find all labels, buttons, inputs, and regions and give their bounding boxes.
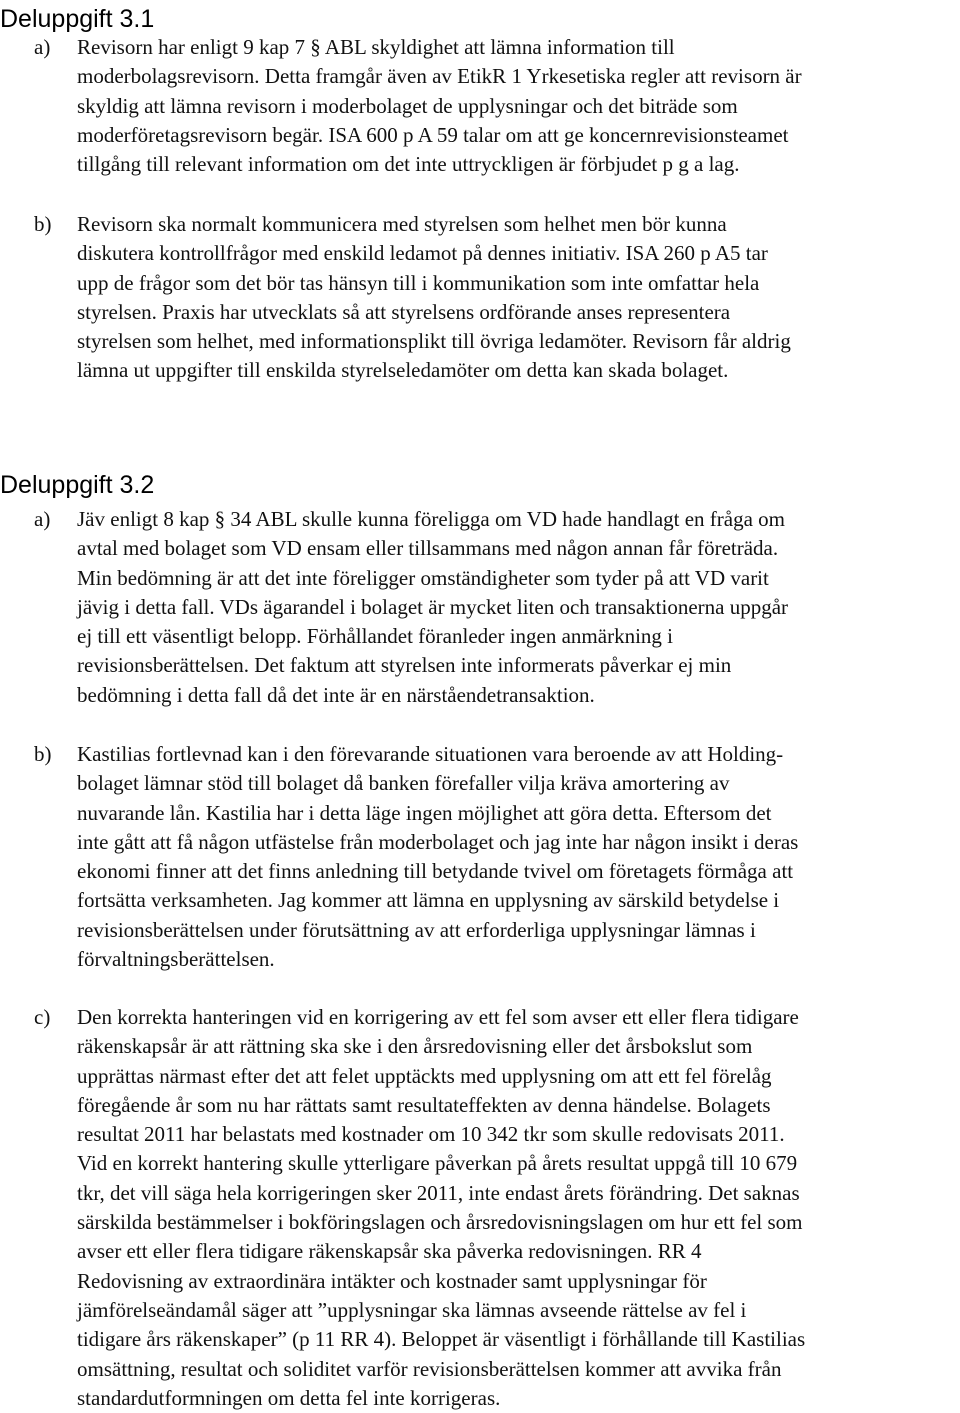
text-line: Vid en korrekt hantering skulle ytterligare påverkan på årets resultat uppgå till 10 679 bbox=[77, 1151, 798, 1176]
answer-3-2-a bbox=[0, 505, 960, 710]
text-line: tkr, det vill säga hela korrigeringen sker 2011, inte endast årets förändring. Det saknas bbox=[77, 1180, 800, 1205]
text-line: bedömning i detta fall då det inte är en närståendetransaktion. bbox=[77, 682, 595, 707]
answer-text bbox=[77, 505, 960, 710]
text-line: Kastilias fortlevnad kan i den förevarande situationen vara beroende av att Holding- bbox=[77, 742, 784, 766]
answer-text bbox=[77, 740, 960, 974]
text-line: avtal med bolaget som VD ensam eller tillsammans med någon annan får företräda. bbox=[77, 536, 779, 561]
text-line: Redovisning av extraordinära intäkter och kostnader samt upplysningar för bbox=[77, 1268, 707, 1293]
text-line: styrelsen. Praxis har utvecklats så att styrelsens ordförande anses representera bbox=[77, 299, 731, 324]
text-line: bolaget lämnar stöd till bolaget då banken förefaller vilja kräva amortering av bbox=[77, 771, 730, 796]
text-line: Jäv enligt 8 kap § 34 ABL skulle kunna föreligga om VD hade handlagt en fråga om bbox=[77, 507, 786, 531]
text-line: särskilda bestämmelser i bokföringslagen och årsredovisningslagen om hur ett fel som bbox=[77, 1210, 803, 1235]
text-line: Revisorn har enligt 9 kap 7 § ABL skyldighet att lämna information till bbox=[77, 35, 675, 59]
text-line: moderbolagsrevisorn. Detta framgår även av EtikR 1 Yrkesetiska regler att revisorn är bbox=[77, 64, 802, 89]
text-line: föregående år som nu har rättats samt resultateffekten av denna händelse. Bolagets bbox=[77, 1092, 771, 1117]
item-marker: a) bbox=[34, 507, 51, 531]
text-line: moderföretagsrevisorn begär. ISA 600 p A 59 talar om att ge koncernrevisionsteamet bbox=[77, 122, 789, 147]
text-line: skyldig att lämna revisorn i moderbolaget de upplysningar och det biträde som bbox=[77, 93, 738, 118]
text-line: revisionsberättelsen under förutsättning av att erforderliga upplysningar lämnas i bbox=[77, 917, 756, 942]
text-line: avser ett eller flera tidigare räkenskapsår ska påverka redovisningen. RR 4 bbox=[77, 1239, 702, 1264]
answer-3-1-b bbox=[0, 210, 960, 386]
text-line: tillgång till relevant information om det inte uttryckligen är förbjudet p g a lag. bbox=[77, 152, 740, 177]
text-line: jämförelseändamål säger att ”upplysningar ska lämnas avseende rättelse av fel i bbox=[77, 1297, 747, 1322]
text-line: jävig i detta fall. VDs ägarandel i bolaget är mycket liten och transaktionerna uppgår bbox=[77, 594, 789, 619]
text-line: styrelsen som helhet, med informationsplikt till övriga ledamöter. Revisorn får aldrig bbox=[77, 329, 791, 354]
item-marker: b) bbox=[34, 212, 52, 236]
text-line: omsättning, resultat och soliditet varför revisionsberättelsen kommer att avvika från bbox=[77, 1356, 782, 1381]
text-line: revisionsberättelsen. Det faktum att styrelsen inte informerats påverkar ej min bbox=[77, 653, 732, 678]
text-line: Revisorn ska normalt kommunicera med styrelsen som helhet men bör kunna bbox=[77, 212, 727, 236]
text-line: tidigare års räkenskaper” (p 11 RR 4). Beloppet är väsentligt i förhållande till Kastilias bbox=[77, 1327, 806, 1352]
text-line: diskutera kontrollfrågor med enskild ledamot på dennes initiativ. ISA 260 p A5 tar bbox=[77, 241, 768, 266]
text-line: Min bedömning är att det inte föreligger omständigheter som tyder på att VD varit bbox=[77, 565, 769, 590]
answer-3-2-c bbox=[0, 1003, 960, 1413]
text-line: inte gått att få någon utfästelse från moderbolaget och jag inte har någon insikt i deras bbox=[77, 829, 799, 854]
item-marker: a) bbox=[34, 35, 51, 59]
answer-text bbox=[77, 33, 960, 179]
item-marker: c) bbox=[34, 1005, 51, 1029]
text-line: standardutformningen om detta fel inte korrigeras. bbox=[77, 1385, 501, 1410]
section-heading-3-2: Deluppgift 3.2 bbox=[0, 471, 155, 499]
answer-3-2-b bbox=[0, 740, 960, 974]
text-line: räkenskapsår är att rättning ska ske i den årsredovisning eller det årsbokslut som bbox=[77, 1034, 753, 1059]
text-line: ekonomi finner att det finns anledning till betydande tvivel om företagets förmåga att bbox=[77, 859, 794, 884]
text-line: resultat 2011 har belastats med kostnader om 10 342 tkr som skulle redovisats 2011. bbox=[77, 1122, 785, 1147]
section-heading-3-1: Deluppgift 3.1 bbox=[0, 5, 155, 33]
text-line: upp de frågor som det bör tas hänsyn till i kommunikation som inte omfattar hela bbox=[77, 270, 760, 295]
text-line: upprättas närmast efter det att felet upptäckts med upplysning om att ett fel förelåg bbox=[77, 1063, 772, 1088]
text-line: fortsätta verksamheten. Jag kommer att lämna en upplysning av särskild betydelse i bbox=[77, 888, 780, 913]
text-line: ej till ett väsentligt belopp. Förhållandet föranleder ingen anmärkning i bbox=[77, 624, 673, 649]
text-line: nuvarande lån. Kastilia har i detta läge ingen möjlighet att göra detta. Eftersom det bbox=[77, 800, 772, 825]
item-marker: b) bbox=[34, 742, 52, 766]
text-line: förvaltningsberättelsen. bbox=[77, 947, 275, 972]
answer-3-1-a bbox=[0, 33, 960, 179]
answer-text bbox=[77, 210, 960, 386]
text-line: lämna ut uppgifter till enskilda styrelseledamöter om detta kan skada bolaget. bbox=[77, 358, 729, 383]
answer-text bbox=[77, 1003, 960, 1413]
text-line: Den korrekta hanteringen vid en korrigering av ett fel som avser ett eller flera tidigare bbox=[77, 1005, 799, 1029]
